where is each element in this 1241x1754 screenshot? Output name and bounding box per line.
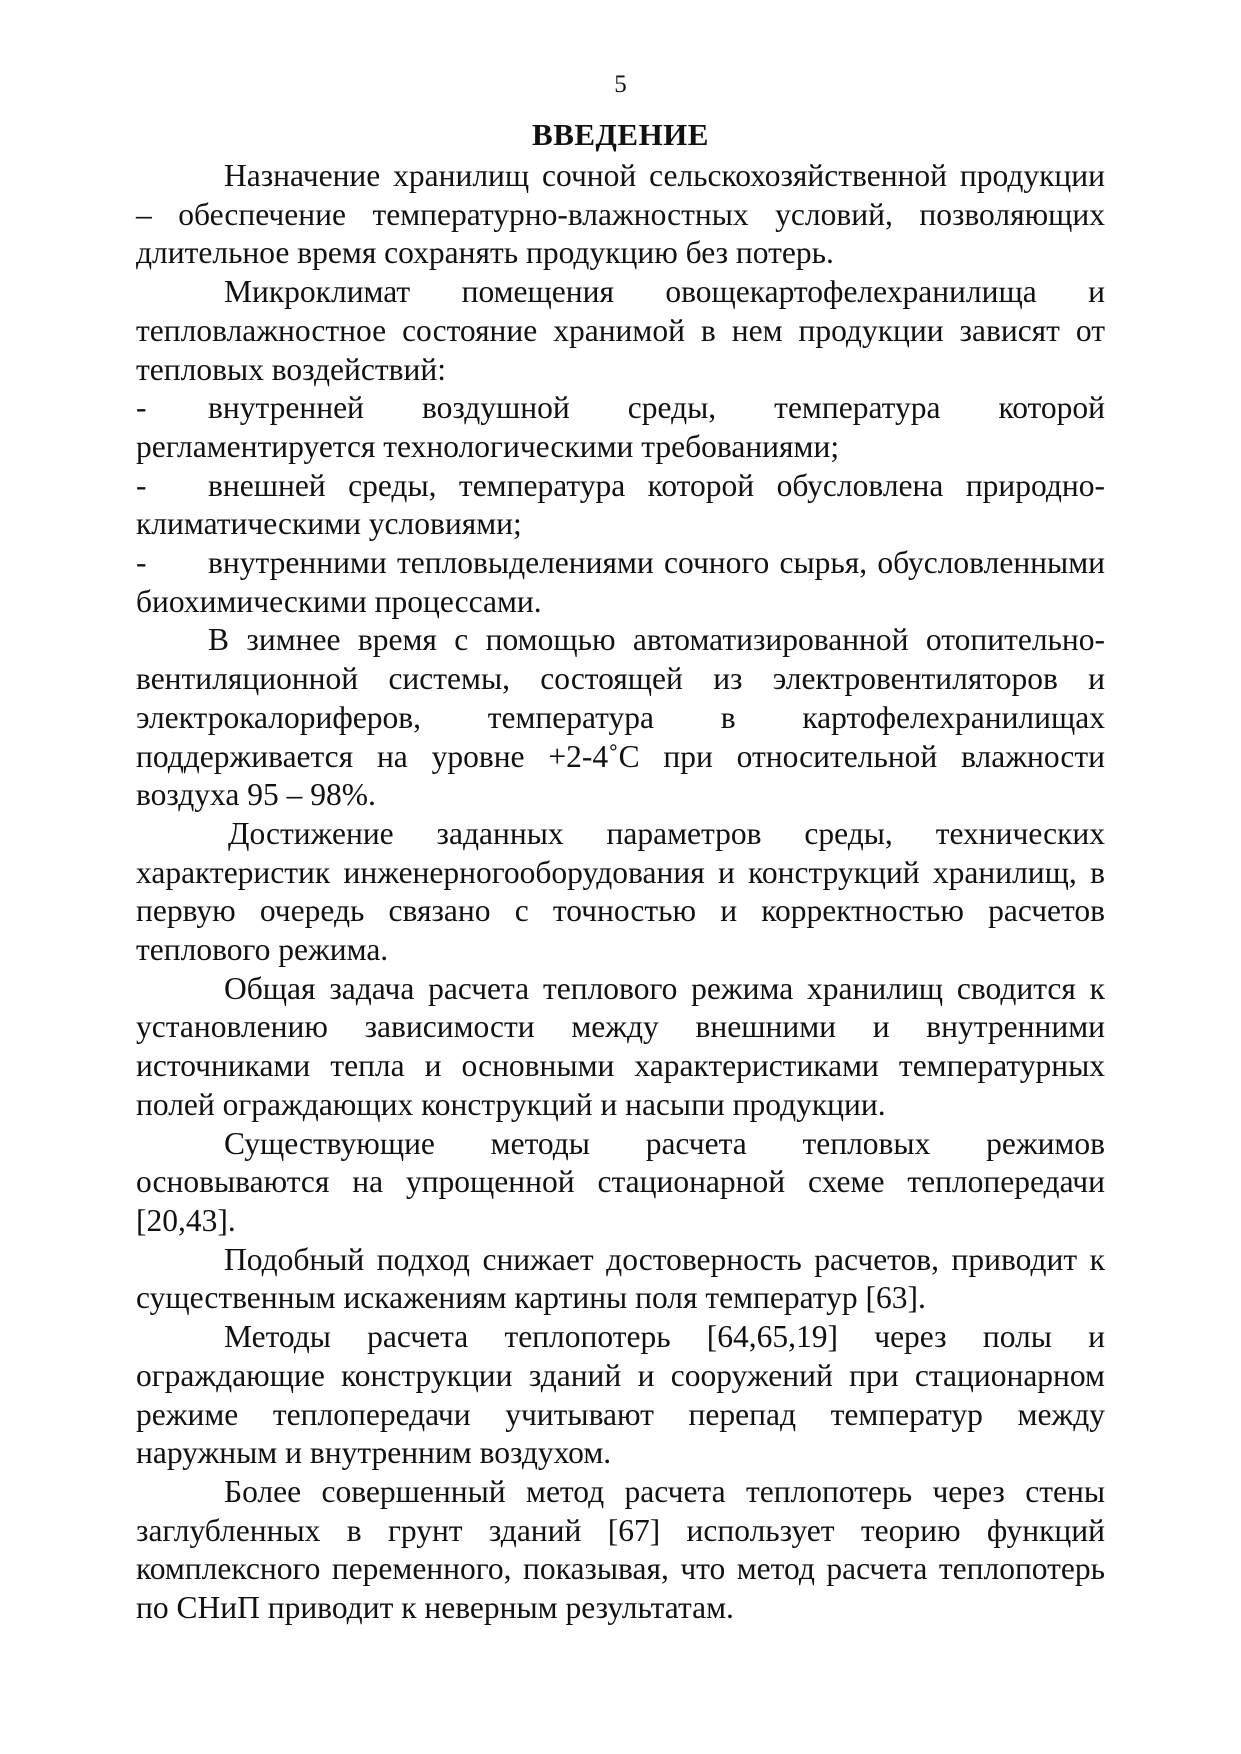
page-number: 5 <box>614 71 627 98</box>
document-body <box>136 157 1105 1628</box>
list-item-text: внутренней воздушной среды, температура которой регламентируется технологическими требованиями; <box>136 390 1105 464</box>
paragraph: Достижение заданных параметров среды, технических характеристик инженерногооборудования и конструкций хранилищ, в первую очередь связано с точностью и корректностью расчетов теплового режима. <box>136 815 1105 968</box>
list-item <box>136 467 1105 544</box>
paragraph: Назначение хранилищ сочной сельскохозяйственной продукции – обеспечение температурно-влажностных условий, позволяющих длительное время сохранять продукцию без потерь. <box>136 158 1105 271</box>
paragraph: Общая задача расчета теплового режима хранилищ сводится к установлению зависимости между внешними и внутренними источниками тепла и основными характеристиками температурных полей ограждающих конструкций и насыпи продукции. <box>136 970 1105 1122</box>
paragraph: В зимнее время с помощью автоматизированной отопительно-вентиляционной системы, состоящей из электровентиляторов и электрокалориферов, температура в картофелехранилищах поддерживается на уровне +2-4˚С при относительной влажности воздуха 95 – 98%. <box>136 622 1105 813</box>
paragraph: Методы расчета теплопотерь [64,65,19] через полы и ограждающие конструкции зданий и сооружений при стационарном режиме теплопередачи учитывают перепад температур между наружным и внутренним воздухом. <box>136 1319 1105 1471</box>
list-item-text: внешней среды, температура которой обусловлена природно-климатическими условиями; <box>136 467 1105 542</box>
paragraph: Микроклимат помещения овощекартофелехранилища и тепловлажностное состояние хранимой в нем продукции зависят от тепловых воздействий: <box>136 274 1105 387</box>
list-item-text: внутренними тепловыделениями сочного сырья, обусловленными биохимическими процессами. <box>136 545 1105 619</box>
list-marker: - <box>136 545 147 581</box>
paragraph: Подобный подход снижает достоверность расчетов, приводит к существенным искажениям картины поля температур [63]. <box>136 1241 1105 1316</box>
list-item <box>136 389 1105 466</box>
list-marker: - <box>136 467 147 503</box>
section-heading: ВВЕДЕНИЕ <box>532 117 709 152</box>
paragraph: Более совершенный метод расчета теплопотерь через стены заглубленных в грунт зданий [67] использует теорию функций комплексного переменного, показывая, что метод расчета теплопотерь по СНиП приводит к неверным результатам. <box>136 1473 1105 1626</box>
list-item <box>136 544 1105 621</box>
list-marker: - <box>136 390 147 426</box>
paragraph: Существующие методы расчета тепловых режимов основываются на упрощенной стационарной схеме теплопередачи [20,43]. <box>136 1125 1105 1238</box>
